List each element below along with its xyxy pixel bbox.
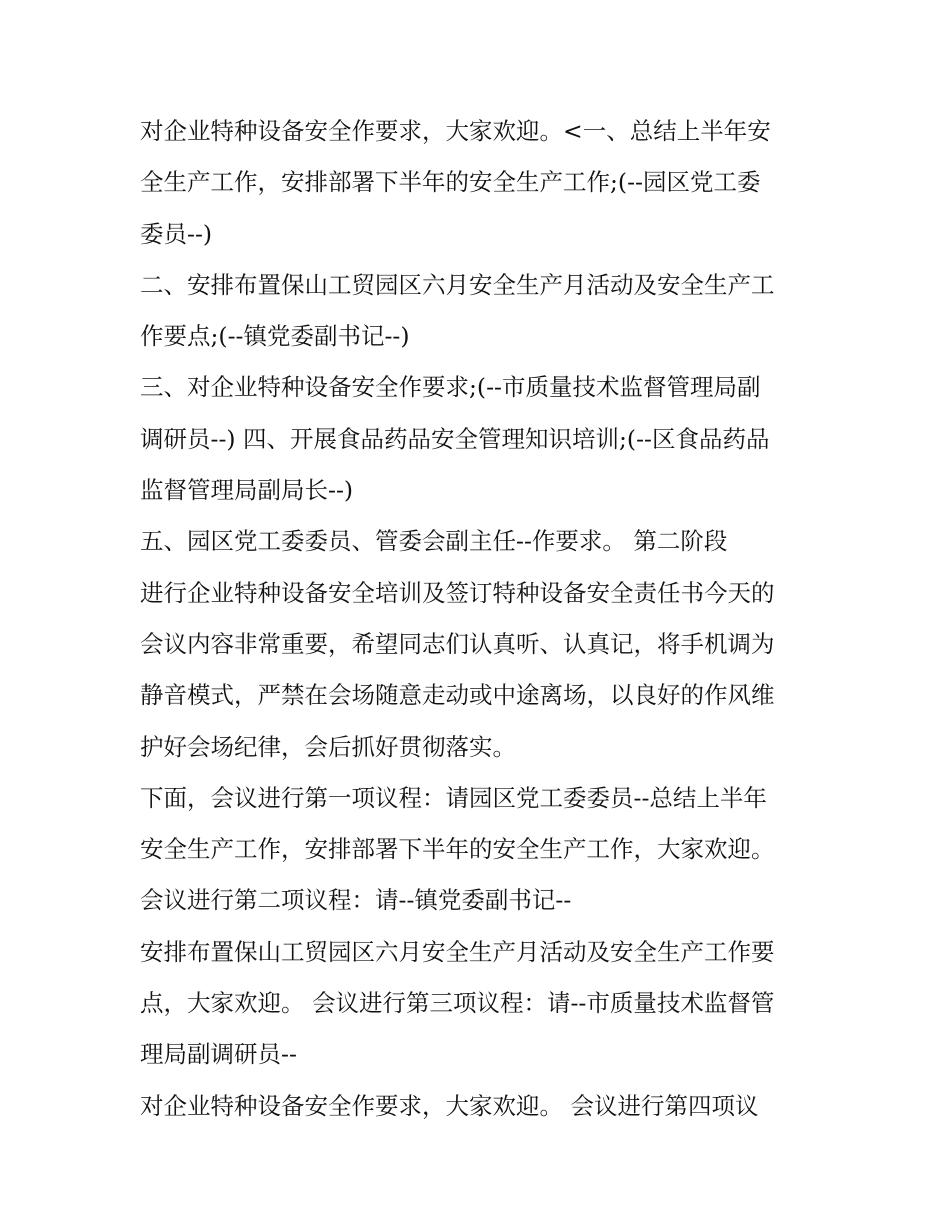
text-line: 作要点;(--镇党委副书记--) (140, 322, 410, 351)
text-line: 二、安排布置保山工贸园区六月安全生产月活动及安全生产工 (140, 270, 775, 299)
text-line: 全生产工作，安排部署下半年的安全生产工作;(--园区党工委 (140, 168, 761, 197)
text-line: 会议进行第二项议程：请--镇党委副书记-- (140, 886, 572, 915)
text-line: 静音模式，严禁在会场随意走动或中途离场，以良好的作风维 (140, 681, 775, 710)
text-line: 五、园区党工委委员、管委会副主任--作要求。 第二阶段 (140, 527, 728, 556)
text-line: 点，大家欢迎。 会议进行第三项议程：请--市质量技术监督管 (140, 989, 775, 1018)
text-line: 会议内容非常重要，希望同志们认真听、认真记，将手机调为 (140, 629, 775, 658)
text-line: 对企业特种设备安全作要求，大家欢迎。 会议进行第四项议 (140, 1091, 759, 1120)
text-line: 安全生产工作，安排部署下半年的安全生产工作，大家欢迎。 (140, 835, 775, 864)
text-line: 安排布置保山工贸园区六月安全生产月活动及安全生产工作要 (140, 937, 775, 966)
text-line: 监督管理局副局长--) (140, 476, 354, 505)
text-line: 调研员--) 四、开展食品药品安全管理知识培训;(--区食品药品 (140, 424, 770, 453)
text-line: 三、对企业特种设备安全作要求;(--市质量技术监督管理局副 (140, 373, 761, 402)
text-line: 护好会场纪律，会后抓好贯彻落实。 (140, 732, 516, 761)
text-line: 委员--) (140, 219, 213, 248)
text-line: 理局副调研员-- (140, 1040, 297, 1069)
text-line: 进行企业特种设备安全培训及签订特种设备安全责任书今天的 (140, 578, 775, 607)
text-line: 对企业特种设备安全作要求，大家欢迎。<一、总结上半年安 (140, 117, 771, 145)
text-line: 下面，会议进行第一项议程：请园区党工委委员--总结上半年 (140, 783, 767, 812)
document-body (140, 106, 820, 1132)
